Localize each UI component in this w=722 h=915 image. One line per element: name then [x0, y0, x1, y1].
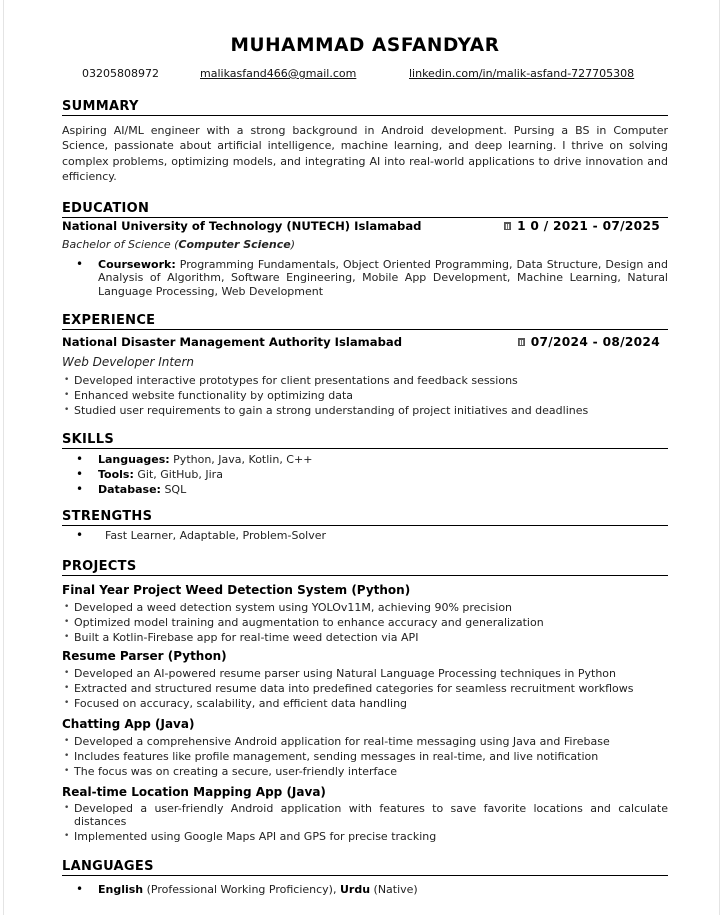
- phone-number: 03205808972: [82, 67, 159, 80]
- languages-list: [62, 883, 668, 896]
- project-bullet: • Built a Kotlin-Firebase app for real-time weed detection via API: [62, 631, 668, 644]
- project-bullets: [62, 601, 668, 646]
- experience-bullet: • Studied user requirements to gain a strong understanding of project initiatives and deadlines: [62, 403, 668, 418]
- skill-value: Python, Java, Kotlin, C++: [173, 453, 313, 466]
- skill-item: [62, 482, 668, 497]
- calendar-icon: [504, 222, 511, 230]
- coursework-item: [62, 258, 668, 298]
- section-title-experience: EXPERIENCE: [62, 313, 668, 330]
- skill-value: SQL: [164, 483, 187, 496]
- skills-list: [62, 452, 668, 497]
- education-header-row: [62, 219, 668, 235]
- project-title: Chatting App (Java): [62, 717, 195, 731]
- language-level: (Native): [370, 883, 418, 896]
- skill-label: Database:: [98, 483, 161, 496]
- degree-prefix: Bachelor of Science (: [62, 238, 179, 251]
- project-bullet: • Developed a weed detection system using YOLOv11M, achieving 90% precision: [62, 601, 668, 614]
- experience-role: Web Developer Intern: [62, 355, 194, 369]
- strengths-list: [62, 529, 668, 542]
- section-title-summary: SUMMARY: [62, 99, 668, 116]
- skill-item: [62, 467, 668, 482]
- coursework-label: Coursework:: [98, 258, 176, 271]
- project-bullet: • Developed a user-friendly Android application with features to save favorite locations and calculate distances: [62, 802, 668, 828]
- resume-page: [62, 0, 668, 915]
- education-institution: National University of Technology (NUTECH) Islamabad: [62, 219, 422, 233]
- section-title-skills: SKILLS: [62, 432, 668, 449]
- language-name: English: [98, 883, 144, 896]
- strengths-item: • Fast Learner, Adaptable, Problem-Solver: [62, 529, 668, 542]
- skill-label: Tools:: [98, 468, 134, 481]
- experience-organization: National Disaster Management Authority Islamabad: [62, 335, 403, 349]
- experience-bullet: • Enhanced website functionality by optimizing data: [62, 388, 668, 403]
- experience-dates: [518, 335, 660, 349]
- section-title-education: EDUCATION: [62, 201, 668, 218]
- education-dates-text: 1 0 / 2021 - 07/2025: [517, 219, 660, 233]
- degree-field: Computer Science: [178, 238, 291, 251]
- language-level: (Professional Working Proficiency),: [143, 883, 340, 896]
- experience-bullets: [62, 373, 668, 418]
- linkedin-link[interactable]: linkedin.com/in/malik-asfand-727705308: [409, 67, 635, 80]
- project-bullet: • Implemented using Google Maps API and GPS for precise tracking: [62, 830, 668, 843]
- project-title: Final Year Project Weed Detection System (Python): [62, 583, 411, 597]
- project-bullet: • Extracted and structured resume data into predefined categories for seamless recruitment workflows: [62, 681, 668, 696]
- project-bullet: • Developed an AI-powered resume parser using Natural Language Processing techniques in Python: [62, 666, 668, 681]
- project-bullet: • Focused on accuracy, scalability, and efficient data handling: [62, 696, 668, 711]
- project-bullets: [62, 802, 668, 845]
- section-title-languages: LANGUAGES: [62, 859, 668, 876]
- project-bullet: • Optimized model training and augmentation to enhance accuracy and generalization: [62, 616, 668, 629]
- project-title: Resume Parser (Python): [62, 649, 227, 663]
- skill-value: Git, GitHub, Jira: [137, 468, 223, 481]
- coursework-text: Programming Fundamentals, Object Oriented Programming, Data Structure, Design and Analysis of Algorithm, Software Engineering, Mobile App Development, Machine Learning, Natural Language Processing, Web Development: [98, 258, 668, 298]
- project-bullets: [62, 666, 668, 711]
- experience-dates-text: 07/2024 - 08/2024: [530, 335, 660, 349]
- candidate-name: MUHAMMAD ASFANDYAR: [230, 35, 500, 56]
- coursework-list: [62, 258, 668, 298]
- summary-text: Aspiring AI/ML engineer with a strong background in Android development. Pursing a BS in Computer Science, passionate about artificial intelligence, machine learning, and deep learning. I thrive on solving complex problems, optimizing models, and integrating AI into real-world applications to drive innovation and efficiency.: [62, 124, 668, 183]
- project-title: Real-time Location Mapping App (Java): [62, 785, 326, 799]
- skill-item: [62, 452, 668, 467]
- education-degree: [62, 238, 295, 251]
- project-bullets: [62, 734, 668, 779]
- calendar-icon: [518, 338, 525, 346]
- section-title-strengths: STRENGTHS: [62, 509, 668, 526]
- page-left-edge: [3, 0, 4, 915]
- project-bullet: • Includes features like profile management, sending messages in real-time, and live notification: [62, 749, 668, 764]
- language-name: Urdu: [339, 883, 371, 896]
- project-bullet: • The focus was on creating a secure, user-friendly interface: [62, 764, 668, 779]
- section-title-projects: PROJECTS: [62, 559, 668, 576]
- experience-header-row: [62, 335, 668, 351]
- education-dates: [504, 219, 660, 233]
- email-link[interactable]: malikasfand466@gmail.com: [200, 67, 357, 80]
- experience-bullet: • Developed interactive prototypes for client presentations and feedback sessions: [62, 373, 668, 388]
- languages-item: [62, 883, 668, 896]
- project-bullet: • Developed a comprehensive Android application for real-time messaging using Java and Firebase: [62, 734, 668, 749]
- skill-label: Languages:: [98, 453, 170, 466]
- page-right-edge: [719, 0, 720, 915]
- degree-suffix: ): [290, 238, 295, 251]
